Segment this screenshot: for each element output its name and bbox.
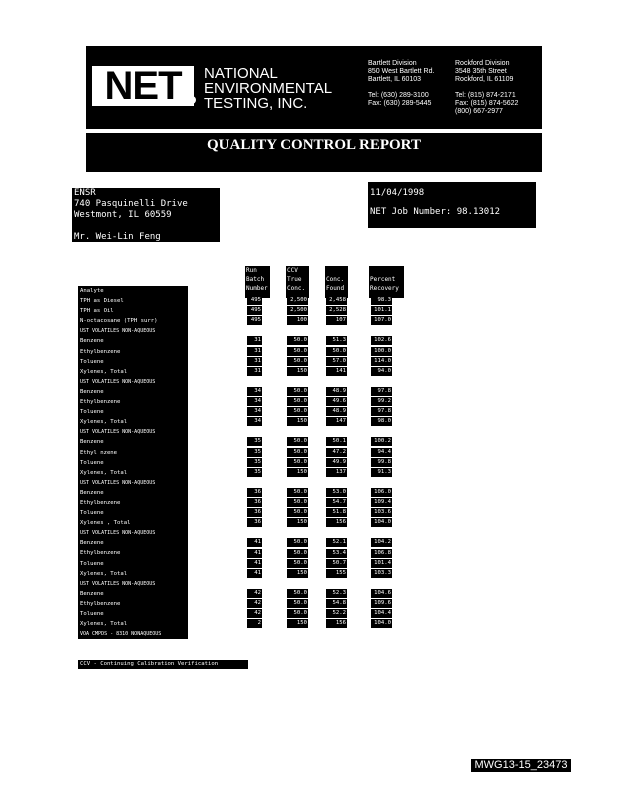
table-cell-rec: 103.6 [371,508,392,517]
col-header-pct-recovery: Percent Recovery [369,266,404,298]
letterhead-divider [86,129,542,133]
table-cell-batch: 31 [247,357,262,366]
table-row-analyte: TPH as Diesel [78,296,188,306]
table-cell-true: 50.0 [287,498,308,507]
table-cell-rec: 98.0 [371,417,392,426]
table-cell-found: 49.9 [326,458,347,467]
table-cell-batch: 31 [247,336,262,345]
table-cell-found: 57.0 [326,357,347,366]
table-cell-found: 48.9 [326,387,347,396]
table-cell-found: 53.4 [326,549,347,558]
table-cell-true: 50.0 [287,559,308,568]
table-cell-found: 53.0 [326,488,347,497]
table-cell-rec: 109.6 [371,599,392,608]
table-cell-found: 52.3 [326,589,347,598]
job-number: NET Job Number: 98.13012 [370,207,501,217]
table-cell-batch: 35 [247,458,262,467]
table-cell-rec: 102.6 [371,336,392,345]
section-header: VOA CMPDS - 8310 NONAQUEOUS [78,629,188,639]
table-cell-true: 150 [287,518,308,527]
table-cell-batch: 495 [247,316,262,325]
table-cell-rec: 94.0 [371,367,392,376]
table-cell-rec: 104.2 [371,538,392,547]
client-spacer [74,221,218,232]
table-cell-true: 150 [287,619,308,628]
report-subtitle: CONTINUING CALIBRATION VERIFICATION [211,161,401,171]
client-city: Westmont, IL 60559 [74,210,172,220]
table-cell-true: 50.0 [287,347,308,356]
table-cell-true: 50.0 [287,609,308,618]
footnote: CCV - Continuing Calibration Verification [78,660,248,669]
table-cell-rec: 106.8 [371,549,392,558]
net-logo: NET [92,66,194,106]
table-cell-true: 50.0 [287,397,308,406]
table-cell-rec: 99.8 [371,458,392,467]
table-row-analyte: Toluene [78,458,188,468]
table-cell-rec: 104.4 [371,609,392,618]
analyte-column [78,286,188,639]
table-row-analyte: Ethylbenzene [78,498,188,508]
table-cell-batch: 41 [247,549,262,558]
table-cell-true: 50.0 [287,589,308,598]
table-cell-rec: 107.0 [371,316,392,325]
table-cell-rec: 104.6 [371,589,392,598]
table-cell-true: 50.0 [287,387,308,396]
table-row-analyte: Ethyl nzene [78,448,188,458]
table-cell-rec: 98.3 [371,296,392,305]
table-cell-found: 47.2 [326,448,347,457]
table-cell-batch: 35 [247,437,262,446]
section-header: UST VOLATILES NON-AQUEOUS [78,478,188,488]
table-cell-true: 50.0 [287,488,308,497]
company-name-line-2: ENVIRONMENTAL [204,80,333,97]
table-cell-batch: 2 [247,619,262,628]
table-cell-true: 2,500 [287,306,308,315]
table-cell-batch: 41 [247,569,262,578]
table-cell-batch: 35 [247,448,262,457]
table-cell-found: 155 [326,569,347,578]
table-cell-found: 147 [326,417,347,426]
section-header: UST VOLATILES NON-AQUEOUS [78,377,188,387]
bartlett-address: Bartlett Division 850 West Bartlett Rd. Bartlett, IL 60103 Tel: (630) 289-3100 Fax: (630) 289-5445 [368,60,435,107]
table-cell-found: 107 [326,316,347,325]
table-cell-rec: 104.0 [371,518,392,527]
table-row-analyte: Xylenes , Total [78,518,188,528]
table-cell-found: 50.0 [326,347,347,356]
section-header: UST VOLATILES NON-AQUEOUS [78,326,188,336]
table-cell-true: 2,500 [287,296,308,305]
table-cell-batch: 36 [247,488,262,497]
table-cell-true: 50.0 [287,538,308,547]
table-cell-batch: 31 [247,367,262,376]
table-cell-batch: 36 [247,498,262,507]
table-cell-true: 50.0 [287,549,308,558]
table-cell-batch: 34 [247,417,262,426]
report-date: 11/04/1998 [370,188,425,198]
section-header: UST VOLATILES NON-AQUEOUS [78,579,188,589]
table-cell-found: 54.8 [326,599,347,608]
table-cell-batch: 495 [247,306,262,315]
col-header-run-batch: Run Batch Number [245,266,270,298]
table-cell-batch: 42 [247,599,262,608]
table-cell-batch: 34 [247,397,262,406]
table-cell-found: 50.1 [326,437,347,446]
table-row-analyte: Benzene [78,589,188,599]
table-cell-rec: 94.4 [371,448,392,457]
table-cell-rec: 91.3 [371,468,392,477]
table-row-analyte: Toluene [78,407,188,417]
table-cell-true: 50.0 [287,407,308,416]
table-row-analyte: Benzene [78,538,188,548]
table-cell-found: 141 [326,367,347,376]
table-cell-true: 50.0 [287,448,308,457]
table-cell-batch: 42 [247,589,262,598]
company-name-line-3: TESTING, INC. [204,95,308,112]
table-row-analyte: Benzene [78,387,188,397]
table-cell-true: 50.0 [287,357,308,366]
table-cell-found: 52.1 [326,538,347,547]
report-info-block [368,182,536,228]
table-cell-true: 150 [287,569,308,578]
table-cell-batch: 495 [247,296,262,305]
table-cell-batch: 42 [247,609,262,618]
table-cell-rec: 109.4 [371,498,392,507]
table-cell-batch: 36 [247,508,262,517]
table-cell-found: 156 [326,619,347,628]
letterhead [86,46,542,172]
table-row-analyte: Benzene [78,336,188,346]
table-row-analyte: Xylenes, Total [78,417,188,427]
table-cell-rec: 97.8 [371,387,392,396]
section-header: UST VOLATILES NON-AQUEOUS [78,528,188,538]
table-cell-true: 50.0 [287,599,308,608]
table-row-analyte: Benzene [78,488,188,498]
registered-mark-icon [188,96,196,104]
table-cell-found: 48.9 [326,407,347,416]
table-row-analyte: Ethylbenzene [78,347,188,357]
table-cell-rec: 101.4 [371,559,392,568]
table-row-analyte: Xylenes, Total [78,569,188,579]
table-row-analyte: Benzene [78,437,188,447]
table-row-analyte: Xylenes, Total [78,468,188,478]
client-name: ENSR [74,188,96,198]
document-id: MWG13-15_23473 [471,759,571,772]
client-contact: Mr. Wei-Lin Feng [74,232,161,242]
table-cell-true: 50.0 [287,458,308,467]
col-header-analyte: Analyte [78,286,188,296]
table-cell-true: 50.0 [287,508,308,517]
table-cell-batch: 34 [247,407,262,416]
table-cell-true: 150 [287,417,308,426]
table-cell-found: 49.6 [326,397,347,406]
company-name-line-1: NATIONAL [204,65,278,82]
section-header: UST VOLATILES NON-AQUEOUS [78,427,188,437]
table-cell-rec: 103.3 [371,569,392,578]
report-title: QUALITY CONTROL REPORT [207,137,421,153]
table-cell-true: 50.0 [287,336,308,345]
table-row-analyte: Xylenes, Total [78,367,188,377]
table-cell-found: 54.7 [326,498,347,507]
table-cell-batch: 35 [247,468,262,477]
table-cell-found: 50.7 [326,559,347,568]
table-row-analyte: N-octacosane (TPH surr) [78,316,188,326]
table-cell-rec: 97.8 [371,407,392,416]
table-cell-rec: 106.0 [371,488,392,497]
table-cell-found: 156 [326,518,347,527]
table-cell-batch: 31 [247,347,262,356]
table-cell-rec: 99.2 [371,397,392,406]
table-cell-found: 137 [326,468,347,477]
table-cell-batch: 36 [247,518,262,527]
table-cell-rec: 100.0 [371,347,392,356]
table-row-analyte: Xylenes, Total [78,619,188,629]
rockford-address: Rockford Division 3548 35th Street Rockford, IL 61109 Tel: (815) 874-2171 Fax: (815) 874-5622 (800) 667-2977 [455,60,519,115]
table-cell-found: 51.3 [326,336,347,345]
table-row-analyte: Toluene [78,609,188,619]
table-cell-true: 150 [287,468,308,477]
col-header-conc-found: Conc. Found [325,266,348,298]
table-cell-rec: 104.0 [371,619,392,628]
table-cell-true: 100 [287,316,308,325]
table-cell-found: 51.8 [326,508,347,517]
client-street: 740 Pasquinelli Drive [74,199,188,209]
table-cell-rec: 101.1 [371,306,392,315]
table-cell-rec: 100.2 [371,437,392,446]
col-header-ccv-true: CCV True Conc. [286,266,309,298]
table-row-analyte: Toluene [78,508,188,518]
table-cell-true: 50.0 [287,437,308,446]
table-row-analyte: Ethylbenzene [78,397,188,407]
table-row-analyte: Ethylbenzene [78,599,188,609]
table-cell-batch: 41 [247,538,262,547]
table-cell-batch: 41 [247,559,262,568]
table-row-analyte: Ethylbenzene [78,548,188,558]
table-cell-true: 150 [287,367,308,376]
table-cell-found: 52.2 [326,609,347,618]
table-row-analyte: TPH as Oil [78,306,188,316]
table-row-analyte: Toluene [78,559,188,569]
table-cell-found: 2,458 [326,296,347,305]
table-cell-rec: 114.0 [371,357,392,366]
table-cell-found: 2,528 [326,306,347,315]
table-cell-batch: 34 [247,387,262,396]
client-address-block [72,188,220,242]
table-row-analyte: Toluene [78,357,188,367]
